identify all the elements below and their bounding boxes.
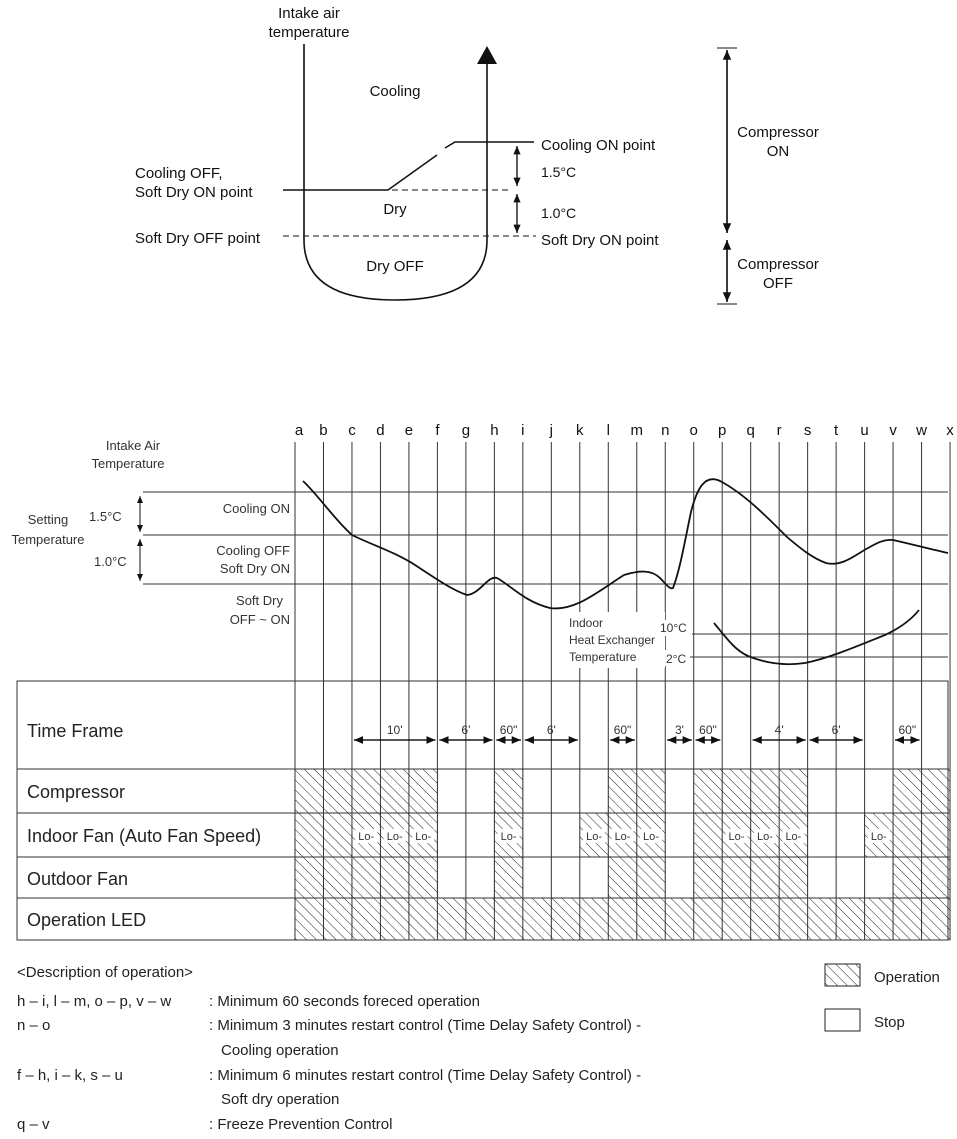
intake-air-curve [303,479,948,608]
desc-text-2a: : Minimum 6 minutes restart control (Time Delay Safety Control) - [209,1067,642,1084]
soft-dry-label-line1: Soft Dry [236,593,283,608]
time-frame-label: 6' [831,723,841,737]
desc-text-1b: Cooling operation [221,1042,339,1059]
column-letter-m: m [630,422,644,439]
lo-label: Lo- [586,831,602,843]
hex-label-line1: Indoor [569,616,604,630]
lo-label: Lo- [386,831,403,843]
column-letter-u: u [860,422,869,439]
operation-hatch [608,857,665,898]
up-arrow-icon [477,46,497,64]
cooling-on-line [445,142,534,148]
column-letter-h: h [490,422,499,439]
status-table [17,681,950,940]
compressor-on-line2: ON [766,143,790,160]
column-letter-c: c [348,422,356,439]
column-letter-l: l [606,422,610,439]
desc-key-2: f – h, i – k, s – u [17,1067,123,1084]
lo-label: Lo- [728,831,745,843]
time-frame-label: 4' [774,723,784,737]
lo-label: Lo- [643,831,659,843]
row-compressor: Compressor [27,782,126,802]
time-frame-label: 60" [499,723,518,737]
column-letter-e: e [404,422,414,439]
column-letter-k: k [576,422,584,439]
hex-temp-curve [714,610,919,664]
column-letter-v: v [889,422,897,439]
cooling-off-label-line1: Cooling OFF [216,543,290,558]
cooling-off-label-line1: Cooling OFF, [135,165,223,182]
operation-hatch [694,769,808,813]
lo-label: Lo- [614,831,631,843]
intake-label-line1: Intake air [278,5,340,22]
legend-stop-label: Stop [874,1014,905,1031]
delta-upper-label: 1.5°C [541,164,577,180]
time-frame-label: 60" [613,723,632,737]
legend-operation-swatch [825,964,860,986]
top-diagram [135,5,819,304]
chart-delta-upper: 1.5°C [89,509,122,524]
lo-label: Lo- [500,831,517,843]
cooling-label: Cooling [369,83,421,100]
soft-dry-label-line2: OFF ~ ON [229,612,290,627]
operation-hatch [494,769,522,813]
lo-label: Lo- [870,831,887,843]
column-letter-g: g [461,422,471,439]
operation-hatch [608,769,665,813]
hex-label-line3: Temperature [569,650,637,664]
row-operation-led: Operation LED [27,910,147,930]
legend-stop-swatch [825,1009,860,1031]
column-letter-t: t [834,422,839,439]
operation-hatch [694,857,808,898]
lo-label: Lo- [415,831,432,843]
cooling-off-label-line2: Soft Dry ON [219,561,290,576]
column-letter-o: o [689,422,698,439]
row-outdoor-fan: Outdoor Fan [27,869,129,889]
compressor-on-line1: Compressor [737,124,819,141]
column-letter-x: x [946,422,954,439]
chart-delta-lower: 1.0°C [94,554,127,569]
operation-hatch [295,898,950,940]
column-letter-f: f [435,422,440,439]
desc-key-1: n – o [17,1017,51,1034]
column-letter-a: a [294,422,304,439]
operation-hatch [295,857,437,898]
column-letter-s: s [803,422,812,439]
desc-text-3: : Freeze Prevention Control [209,1116,393,1133]
operation-hatch [494,857,522,898]
column-letter-d: d [376,422,385,439]
column-letter-j: j [549,422,553,439]
column-letter-q: q [746,422,755,439]
intake-label-line2: temperature [268,24,350,41]
row-indoor-fan: Indoor Fan (Auto Fan Speed) [27,826,262,846]
description-title: <Description of operation> [17,964,193,981]
setting-line2: Temperature [11,532,85,547]
soft-dry-off-point-label: Soft Dry OFF point [135,230,261,247]
desc-key-0: h – i, l – m, o – p, v – w [17,993,172,1010]
legend [825,964,940,1031]
operation-hatch [893,769,950,813]
intake-air-line1: Intake Air [105,438,161,453]
time-frame-label: 10' [386,723,403,737]
compressor-off-line1: Compressor [737,256,819,273]
intake-air-line2: Temperature [91,456,165,471]
legend-operation-label: Operation [874,969,940,986]
setting-line1: Setting [27,512,69,527]
column-letter-w: w [916,422,927,439]
operation-hatch [295,769,437,813]
time-frame-label: 60" [898,723,917,737]
column-letters [295,422,954,439]
column-letter-b: b [319,422,328,439]
row-time-frame: Time Frame [27,721,124,741]
desc-text-2b: Soft dry operation [221,1091,340,1108]
column-letter-i: i [521,422,525,439]
soft-dry-on-point-label: Soft Dry ON point [541,232,659,249]
time-frame-label: 6' [546,723,556,737]
desc-key-3: q – v [17,1116,50,1133]
description [17,964,641,1133]
dry-off-label: Dry OFF [366,258,424,275]
dry-label: Dry [383,201,407,218]
lo-label: Lo- [358,831,375,843]
cooling-off-label-line2: Soft Dry ON point [135,184,253,201]
lo-label: Lo- [785,831,802,843]
lo-label: Lo- [756,831,773,843]
hex-10c-label: 10°C [660,621,687,635]
column-letter-r: r [776,422,782,439]
operation-hatch [893,857,950,898]
hex-2c-label: 2°C [666,652,687,666]
time-frame-label: 60" [699,723,717,737]
column-letter-p: p [718,422,727,439]
cooling-on-label: Cooling ON [222,501,290,516]
operation-hatches [295,769,950,940]
cooling-off-line [283,155,437,190]
delta-lower-label: 1.0°C [541,205,577,221]
compressor-off-line2: OFF [763,275,793,292]
time-frame-label: 3' [674,723,684,737]
desc-text-0: : Minimum 60 seconds foreced operation [209,993,480,1010]
time-frame-label: 6' [461,723,471,737]
cooling-on-point-label: Cooling ON point [541,137,656,154]
desc-text-1a: : Minimum 3 minutes restart control (Time Delay Safety Control) - [209,1017,642,1034]
hex-label-line2: Heat Exchanger [569,633,656,647]
timing-chart [12,422,955,940]
column-letter-n: n [661,422,670,439]
